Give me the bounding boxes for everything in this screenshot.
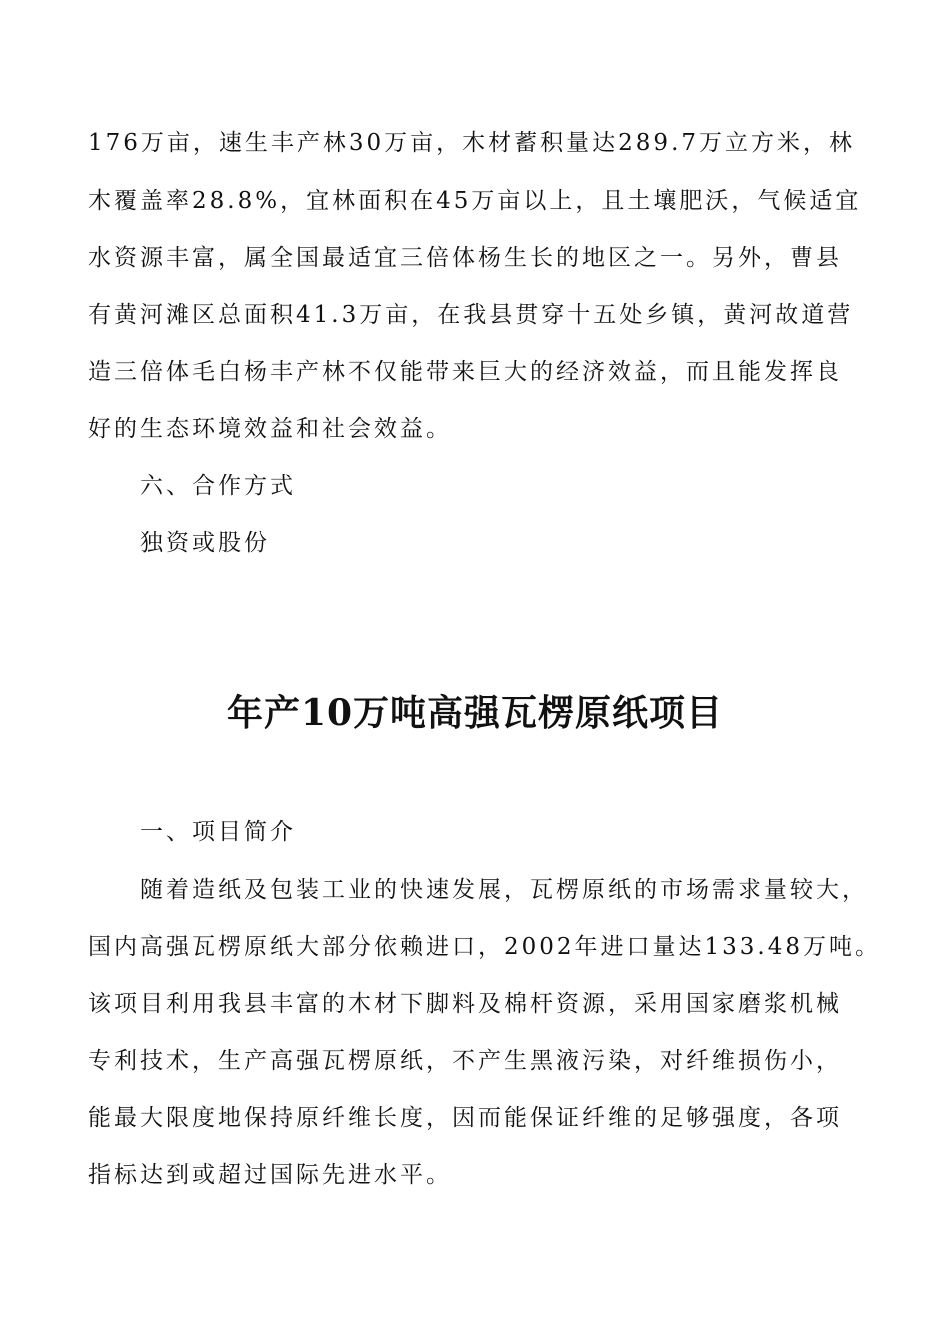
- intro-line-6: 指标达到或超过国际先进水平。: [88, 1162, 452, 1188]
- section-heading-intro: 一、项目简介: [140, 819, 296, 845]
- paragraph-line-3: 水资源丰富，属全国最适宜三倍体杨生长的地区之一。另外，曹县: [88, 245, 842, 271]
- paragraph-line-4: 有黄河滩区总面积41.3万亩，在我县贯穿十五处乡镇，黄河故道营: [88, 302, 854, 328]
- paragraph-line-1: 176万亩，速生丰产林30万亩，木材蓄积量达289.7万立方米，林: [88, 130, 856, 156]
- intro-line-1: 随着造纸及包装工业的快速发展，瓦楞原纸的市场需求量较大，: [140, 877, 868, 903]
- intro-line-5: 能最大限度地保持原纤维长度，因而能保证纤维的足够强度，各项: [88, 1105, 842, 1131]
- paragraph-line-2: 木覆盖率28.8%，宜林面积在45万亩以上，且土壤肥沃，气候适宜: [88, 188, 862, 214]
- project-title: 年产10万吨高强瓦楞原纸项目: [226, 692, 724, 734]
- cooperation-text: 独资或股份: [140, 530, 270, 556]
- paragraph-line-5: 造三倍体毛白杨丰产林不仅能带来巨大的经济效益，而且能发挥良: [88, 359, 842, 385]
- intro-line-2: 国内高强瓦楞原纸大部分依赖进口，2002年进口量达133.48万吨。: [88, 934, 882, 960]
- intro-line-4: 专利技术，生产高强瓦楞原纸，不产生黑液污染，对纤维损伤小，: [88, 1048, 842, 1074]
- paragraph-line-6: 好的生态环境效益和社会效益。: [88, 416, 452, 442]
- intro-line-3: 该项目利用我县丰富的木材下脚料及棉杆资源，采用国家磨浆机械: [88, 991, 842, 1017]
- section-heading-cooperation: 六、合作方式: [140, 473, 296, 499]
